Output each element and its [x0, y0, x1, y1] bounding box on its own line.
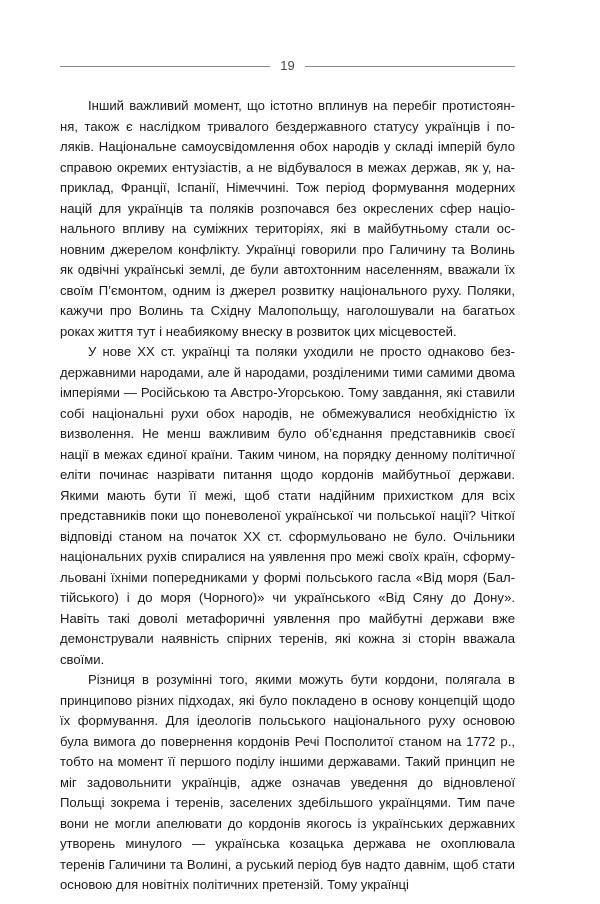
- header-rule-right: [305, 66, 515, 67]
- text-body: [60, 96, 515, 896]
- paragraph-2: У нове ХХ ст. українці та поляки уходили не просто однаково бездержавними народами, але й народами, розділеними тими самими двома імперіями — Російською та Австро-Угорською. Тому завдання, які ставили собі національні рухи обох народів, не обмежувалися необхідністю їх визволення. Не менш важливим було об’єднання представників своєї нації в межах єдиної країни. Таким чином, на порядку денному політичної еліти починає назрівати питання щодо кордонів майбутньої держави. Якими мають бути її межі, щоб стати надійним прихистком для всіх представників поки що поневоленої української чи польської нації? Чіткої відповіді станом на початок ХХ ст. сформульовано не було. Очільники національних рухів спиралися на уявлення про межі своїх країн, сформульовані їхніми попередниками у формі польського гасла «Від моря (Балтійського) і до моря (Чорного)» чи українського «Від Сяну до Дону». Навіть такі доволі метафоричні уявлення про майбутні держави вже демонстрували наявність спірних теренів, які кожна зі сторін вважала своїми.: [60, 344, 515, 667]
- page-number: 19: [280, 58, 295, 73]
- paragraph-1: Інший важливий момент, що істотно вплинув на перебіг протистояння, також є наслідком тривалого бездержавного статусу українців і поляків. Національне самоусвідомлення обох народів у складі імперій було справою окремих ентузіастів, а не відбувалося в межах держав, як у, наприклад, Франції, Іспанії, Німеччині. Тож період формування модерних націй для українців та поляків розпочався без окреслених сфер національного впливу на суміжних територіях, які в майбутньому стали основним джерелом конфлікту. Українці говорили про Галичину та Волинь як одвічні українські землі, де були автохтонним населенням, вважали їх своїм П’ємонтом, одним із джерел розвитку національного руху. Поляки, кажучи про Волинь та Східну Малопольщу, наголошували на багатьох роках життя тут і неабиякому внеску в розвиток цих місцевостей.: [60, 98, 515, 339]
- paragraph-3: Різниця в розумінні того, якими можуть бути кордони, полягала в принципово різних підходах, які було покладено в основу концепцій щодо їх формування. Для ідеологів польського національного руху основою була вимога до повернення кордонів Речі Посполитої станом на 1772 р., тобто на момент її першого поділу іншими державами. Такий принцип не міг задовольнити українців, адже означав уведення до відновленої Польщі зокрема і теренів, заселених здебільшого українцями. Тим паче вони не могли апелювати до кордонів якогось із українських державних утворень минулого — українська козацька держава не охоплювала теренів Галичини та Волині, а руський період був надто давнім, щоб стати основою для новітніх політичних претензій. Тому українці: [60, 672, 515, 892]
- page-header: [60, 58, 515, 74]
